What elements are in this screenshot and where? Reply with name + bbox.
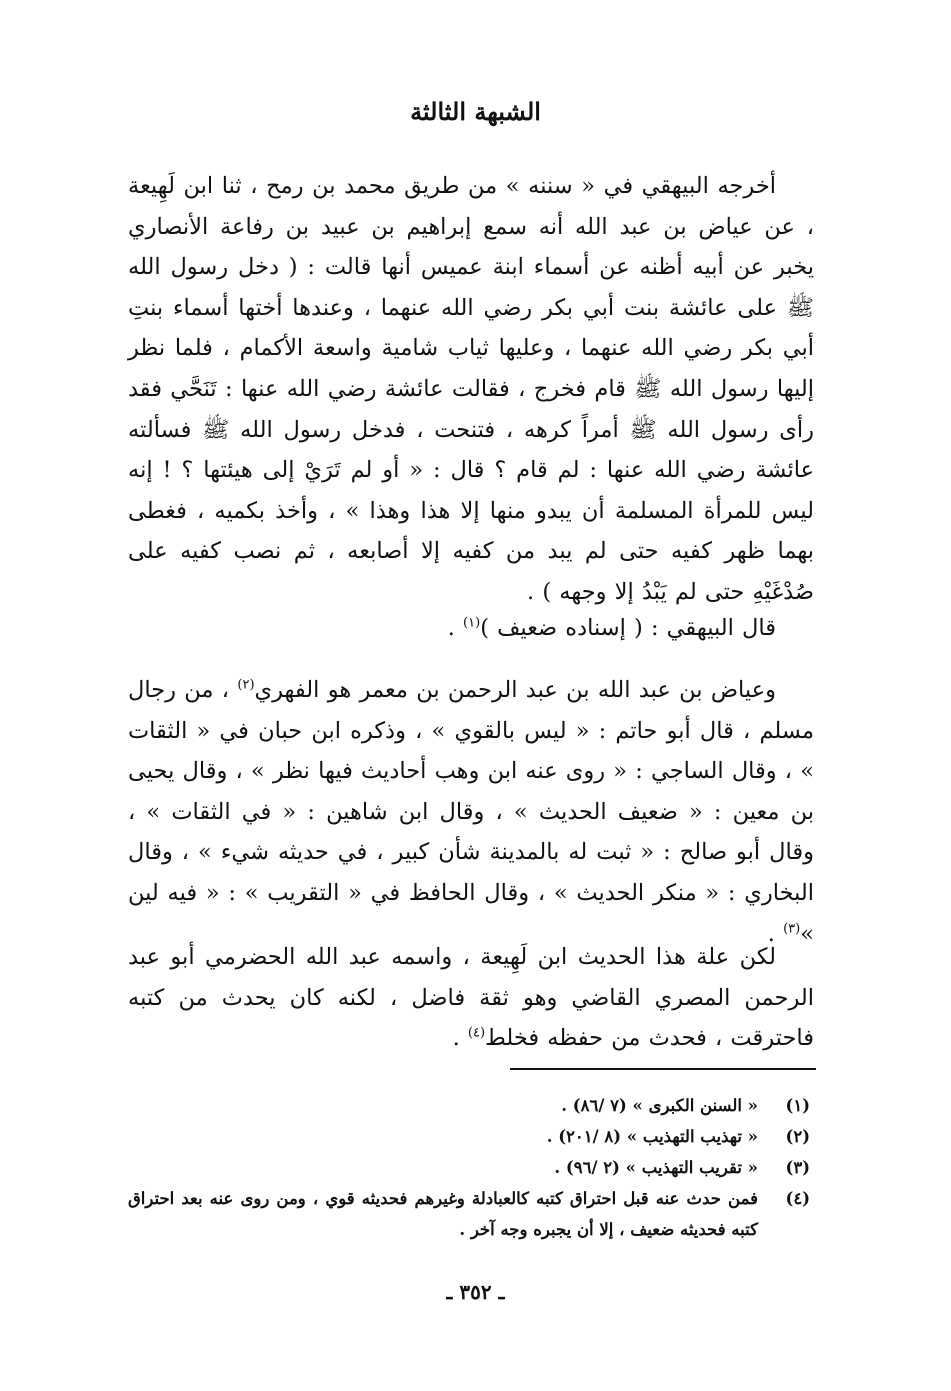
ibn-lahia-text: لكن علة هذا الحديث ابن لَهِيعة ، واسمه عبد الله الحضرمي أبو عبد الرحمن المصري القاضي وهو ثقة فاضل ، لكنه كان يحدث من كتبه فاحترقت ، فحدث من حفظه فخلط [128,944,814,1052]
grading-end: . [447,615,464,641]
paragraph-bayhaqi-grading [128,608,814,649]
footnotes-section [128,1090,816,1245]
footnote-text: « تقريب التهذيب » (٢ /٩٦) . [554,1158,758,1177]
grading-text: قال البيهقي : ( إسناده ضعيف ) [480,615,776,641]
paragraph-hadith: أخرجه البيهقي في « سننه » من طريق محمد بن رمح ، ثنا ابن لَهِيعة ، عن عياض بن عبد الله أنه سمع إبراهيم بن عبيد بن رفاعة الأنصاري يخبر عن أبيه أظنه عن أسماء ابنة عميس أنها قالت : ( دخل رسول الله ﷺ على عائشة بنت أبي بكر رضي الله عنهما ، وعندها أختها أسماء بنتِ أبي بكر رضي الله عنهما ، وعليها ثياب شامية واسعة الأكمام ، فلما نظر إليها رسول الله ﷺ قام فخرج ، فقالت عائشة رضي الله عنها : تَنَحَّي فقد رأى رسول الله ﷺ أمراً كرهه ، فتنحت ، فدخل رسول الله ﷺ فسألته عائشة رضي الله عنها : لم قام ؟ قال : « أو لم تَرَيْ إلى هيئتها ؟ ! إنه ليس للمرأة المسلمة أن يبدو منها إلا هذا وهذا » ، وأخذ بكميه ، فغطى بهما ظهر كفيه حتى لم يبد من كفيه إلا أصابعه ، ثم نصب كفيه على صُدْغَيْهِ حتى لم يَبْدُ إلا وجهه ) . [128,173,814,605]
page-title: الشبهة الثالثة [410,97,541,126]
footnote-item [128,1121,816,1152]
footnote-number: (١) [785,1096,810,1115]
footnote-text: فمن حدث عنه قبل احتراق كتبه كالعبادلة وغيرهم فحديثه قوي ، ومن روى عنه بعد احتراق كتبه فحديثه ضعيف ، إلا أن يجبره وجه آخر . [128,1189,758,1239]
footnote-separator [510,1068,816,1070]
footnote-number: (٢) [785,1127,810,1146]
footnote-text: « تهذيب التهذيب » (٨ /٢٠١) . [546,1127,758,1146]
footnote-number: (٤) [785,1189,810,1208]
paragraph-ayyad-narrator [128,670,814,954]
footnote-ref-3[interactable]: (٣) [783,921,801,937]
page-number: ـ ٣٥٢ ـ [446,1280,505,1304]
footnote-ref-2[interactable]: (٢) [237,677,255,693]
ayyad-text-end: . [767,920,784,947]
paragraph-ibn-lahia [128,937,814,1059]
footnote-item [128,1090,816,1121]
footnote-number: (٣) [785,1158,810,1177]
ayyad-text-start: وعياض بن عبد الله بن عبد الرحمن بن معمر هو الفهري [254,677,776,703]
footnote-ref-4[interactable]: (٤) [467,1025,486,1041]
ayyad-text-body: ، من رجال مسلم ، قال أبو حاتم : « ليس بالقوي » ، وذكره ابن حبان في « الثقات » ، وقال الساجي : « روى عنه ابن وهب أحاديث فيها نظر » ، وقال يحيى بن معين : « ضعيف الحديث » ، وقال ابن شاهين : « في الثقات » ، وقال أبو صالح : « ثبت له بالمدينة شأن كبير ، في حديثه شيء » ، وقال البخاري : « منكر الحديث » ، وقال الحافظ في « التقريب » : « فيه لين » [128,677,814,947]
footnote-ref-1[interactable]: (١) [463,615,481,631]
footnote-item [128,1183,816,1245]
footnote-text: « السنن الكبرى » (٧ /٨٦) . [561,1096,758,1115]
ibn-lahia-end: . [452,1025,468,1052]
footnote-item [128,1152,816,1183]
